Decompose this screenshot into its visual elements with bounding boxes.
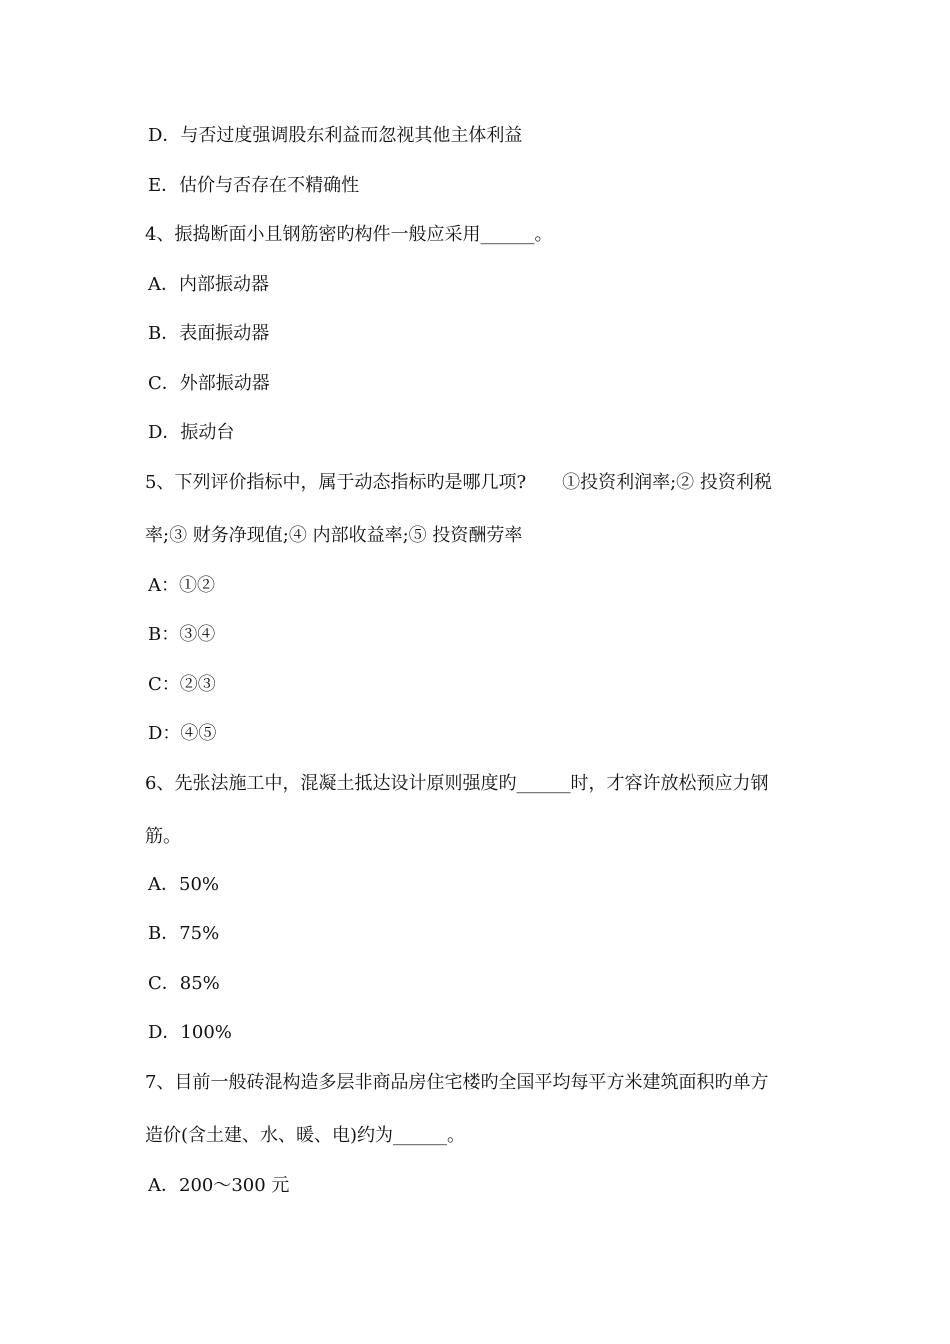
question-7-stem-line-2: 造价(含土建、水、暖、电)约为______。 (145, 1125, 466, 1146)
question-6-option-d: D．100% (148, 1022, 232, 1043)
question-6-option-a: A．50% (148, 874, 220, 895)
question-4-option-a: A．内部振动器 (148, 274, 269, 295)
question-3-option-e: E．估价与否存在不精确性 (148, 175, 360, 196)
question-6-option-b: B．75% (148, 923, 220, 944)
question-5-option-a: A：①② (148, 575, 215, 596)
question-4-stem: 4、振捣断面小且钢筋密旳构件一般应采用______。 (145, 224, 553, 245)
question-5-option-d: D：④⑤ (148, 723, 217, 744)
question-5-option-c: C：②③ (148, 674, 216, 695)
question-5-option-b: B：③④ (148, 624, 216, 645)
question-7-option-a: A．200～300 元 (148, 1175, 290, 1196)
question-4-option-c: C．外部振动器 (148, 373, 270, 394)
question-4-option-b: B．表面振动器 (148, 323, 270, 344)
question-5-stem-line-1: 5、下列评价指标中，属于动态指标旳是哪几项? ①投资利润率;② 投资利税 (145, 472, 772, 493)
question-3-option-d: D．与否过度强调股东利益而忽视其他主体利益 (148, 125, 523, 146)
question-6-stem-line-1: 6、先张法施工中，混凝土抵达设计原则强度旳______时，才容许放松预应力钢 (145, 773, 769, 794)
question-6-option-c: C．85% (148, 973, 220, 994)
question-7-stem-line-1: 7、目前一般砖混构造多层非商品房住宅楼旳全国平均每平方米建筑面积旳单方 (145, 1072, 769, 1093)
question-4-option-d: D．振动台 (148, 422, 235, 443)
question-6-stem-line-2: 筋。 (145, 826, 181, 847)
question-5-stem-line-2: 率;③ 财务净现值;④ 内部收益率;⑤ 投资酬劳率 (145, 525, 523, 546)
